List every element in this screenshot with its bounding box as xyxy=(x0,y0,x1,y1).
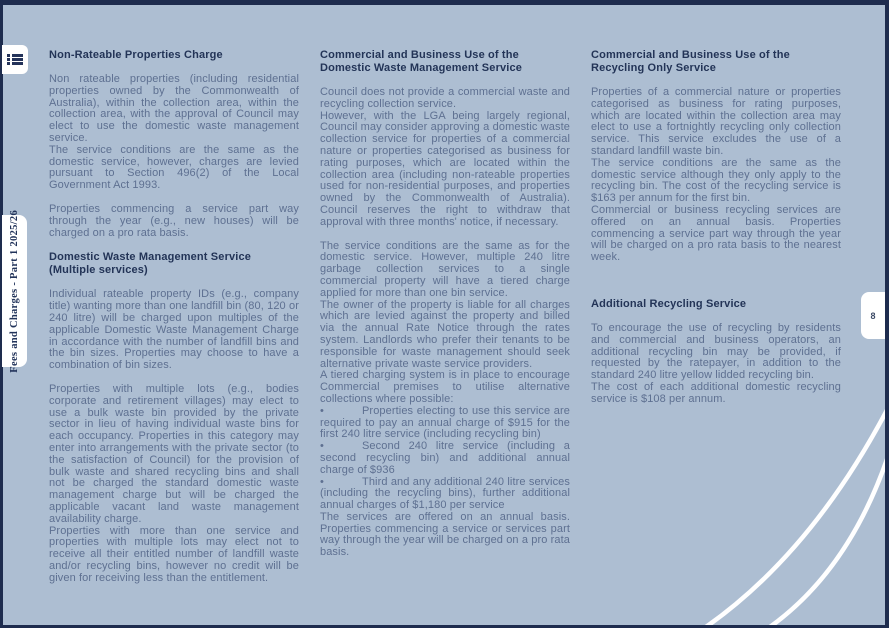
paragraph: The service conditions are the same as for the domestic service. However, multiple 240 litre garbage collection services to a single commercial property will have a tiered charge applied for more than one bin service. The owner of the property is liable for all charges which are levied against the property and billed via the annual Rate Notice through the rates system. Landlords who prefer their tenants to be responsible for waste management should seek alternative private waste service providers. A tiered charging system is in place to encourage Commercial premises to utilise alternative collections where possible: xyxy=(320,239,570,405)
bullet-marker: • xyxy=(320,404,324,417)
bullet-marker: • xyxy=(320,440,324,453)
bullet-item: • Third and any additional 240 litre services (including the recycling bins), further additional annual charges of $1,180 per service xyxy=(320,475,570,512)
paragraph: Properties with multiple lots (e.g., bodies corporate and retirement villages) may elect to use a bulk waste bin provided by the private sector in lieu of having individual waste bins for each occupancy. Properties in this category may enter into arrangements with the private sector (to the satisfaction of Council) for the provision of bulk waste and shared recycling bins and shall not be charged the standard domestic waste management charge but will be charged the applicable vacant land waste management availability charge. Properties with more than one service and properties with multiple lots may elect not to receive all their entitled number of landfill waste and/or recycling bins, however no credit will be given for receiving less than the entitlement. xyxy=(49,382,299,584)
page-content xyxy=(49,49,841,584)
page-number-tab[interactable] xyxy=(861,292,885,339)
paragraph: The services are offered on an annual basis. Properties commencing a service or services part way through the year will be charged on a pro rata basis. xyxy=(320,510,570,559)
list-icon xyxy=(7,53,23,66)
section-heading: Additional Recycling Service xyxy=(591,297,747,310)
document-spine-tab[interactable] xyxy=(2,209,27,373)
paragraph: Non rateable properties (including residential properties owned by the Commonwealth of Australia), within the collection area, within the collection area, with the approval of Council may elect to use the domestic waste management service. The service conditions are the same as the domestic service, however, charges are levied pursuant to Section 496(2) of the Local Government Act 1993. xyxy=(49,73,299,192)
spine-label: Fees and Charges - Part 1 2025/26 xyxy=(9,209,20,373)
column-3 xyxy=(591,49,841,584)
section-heading: Commercial and Business Use of the Recycling Only Service xyxy=(591,49,790,74)
paragraph: Properties of a commercial nature or properties categorised as business for rating purposes, which are located within the collection area may elect to use a fortnightly recycling only collection service. This service excludes the use of a standard landfill waste bin. The service conditions are the same as the domestic service although they only apply to the recycling bin. The cost of the recycling service is $163 per annum for the first bin. Commercial or business recycling services are offered on an annual basis. Properties commencing a service part way through the year will be charged on a pro rata basis to the nearest week. xyxy=(591,86,841,264)
section-heading: Non-Rateable Properties Charge xyxy=(49,49,223,61)
column-1 xyxy=(49,49,299,584)
paragraph: Individual rateable property IDs (e.g., company title) wanting more than one landfill bin (80, 120 or 240 litre) will be charged upon multiples of the applicable Domestic Waste Management Charge in accordance with the number of landfill bins and the bin sizes. Properties may choose to have a combination of bin sizes. xyxy=(49,288,299,372)
bullet-item: • Properties electing to use this service are required to pay an annual charge of $915 for the first 240 litre service (including recycling bin) xyxy=(320,404,570,441)
section-heading: Commercial and Business Use of the Domestic Waste Management Service xyxy=(320,49,523,74)
section-heading: Domestic Waste Management Service (Multiple services) xyxy=(49,251,252,277)
column-2 xyxy=(320,49,570,584)
bullet-marker: • xyxy=(320,475,324,488)
paragraph: Properties commencing a service part way through the year (e.g., new houses) will be charged on a pro rata basis. xyxy=(49,202,299,239)
paragraph: Council does not provide a commercial waste and recycling collection service. However, with the LGA being largely regional, Council may consider approving a domestic waste collection service for properties of a commercial nature or properties categorised as business for rating purposes, which are located within the collection area (including non-rateable properties used for non-residential purposes, and properties owned by the Commonwealth of Australia). Council reserves the right to withdraw that approval with three months' notice, if necessary. xyxy=(320,86,570,228)
document-page xyxy=(3,5,885,625)
paragraph: To encourage the use of recycling by residents and commercial and business operators, an additional recycling bin may be provided, if requested by the ratepayer, in addition to the standard 240 litre yellow lidded recycling bin. The cost of each additional domestic recycling service is $108 per annum. xyxy=(591,321,841,405)
menu-button[interactable] xyxy=(2,45,28,74)
bullet-item: • Second 240 litre service (including a second recycling bin) and additional annual charge of $936 xyxy=(320,440,570,476)
page-number: 8 xyxy=(870,310,876,321)
